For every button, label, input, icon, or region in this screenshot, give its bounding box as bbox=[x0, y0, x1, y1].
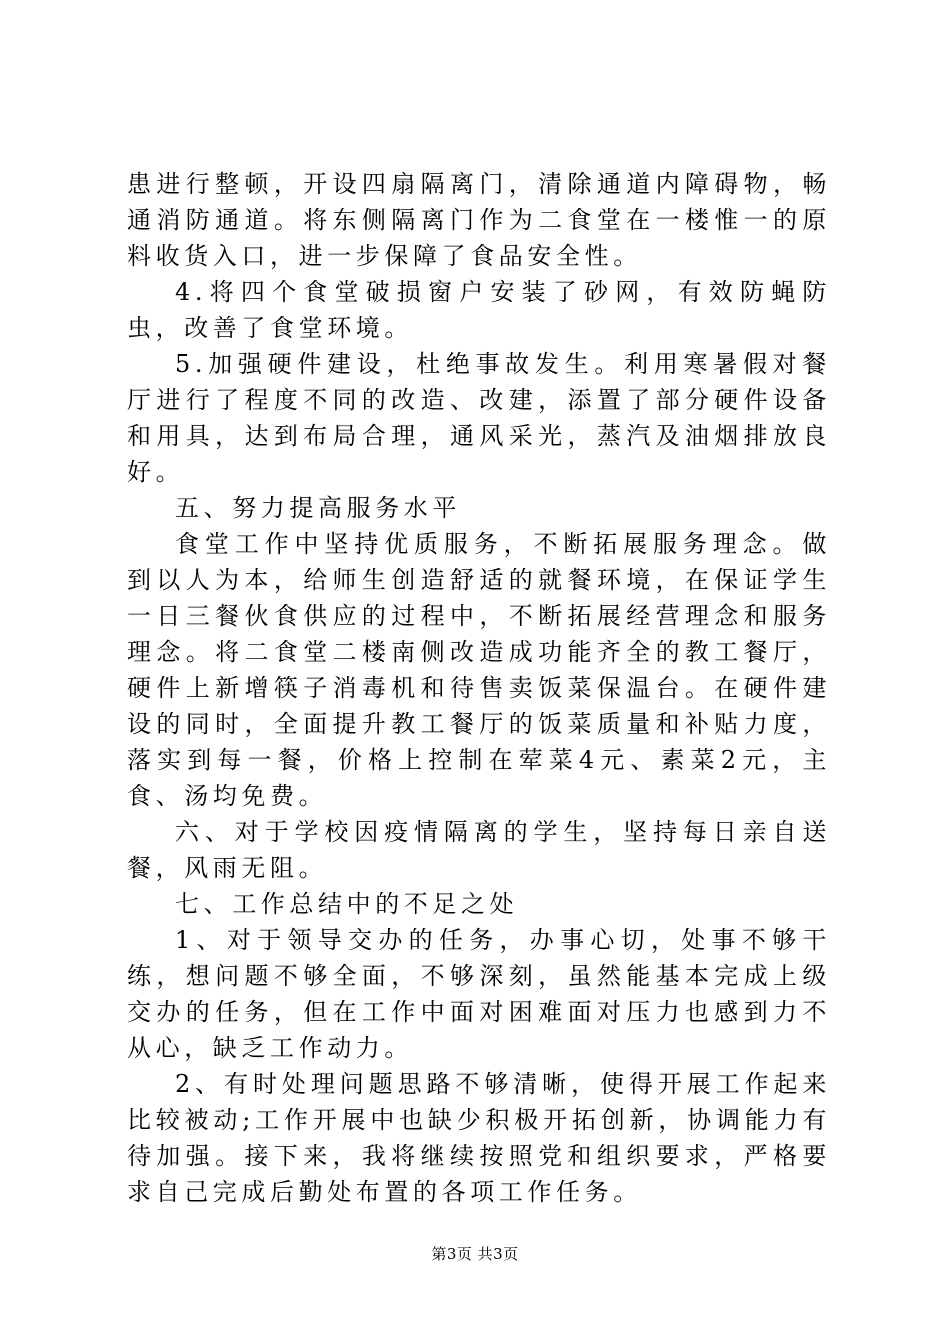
document-body bbox=[127, 166, 831, 1210]
paragraph-2: 4.将四个食堂破损窗户安装了砂网，有效防蝇防虫，改善了食堂环境。 bbox=[127, 278, 831, 342]
paragraph-3: 5.加强硬件建设，杜绝事故发生。利用寒暑假对餐厅进行了程度不同的改造、改建，添置了部分硬件设备和用具，达到布局合理，通风采光，蒸汽及油烟排放良好。 bbox=[127, 350, 831, 486]
section-heading-5: 五、努力提高服务水平 bbox=[175, 494, 461, 522]
page-number-footer: 第3页 共3页 bbox=[431, 1245, 519, 1263]
paragraph-9: 2、有时处理问题思路不够清晰，使得开展工作起来比较被动;工作开展中也缺少积极开拓创新，协调能力有待加强。接下来，我将继续按照党和组织要求，严格要求自己完成后勤处布置的各项工作任务。 bbox=[127, 1070, 831, 1206]
paragraph-1: 患进行整顿，开设四扇隔离门，清除通道内障碍物，畅通消防通道。将东侧隔离门作为二食堂在一楼惟一的原料收货入口，进一步保障了食品安全性。 bbox=[127, 170, 831, 270]
paragraph-8: 1、对于领导交办的任务，办事心切，处事不够干练，想问题不够全面，不够深刻，虽然能基本完成上级交办的任务，但在工作中面对困难面对压力也感到力不从心，缺乏工作动力。 bbox=[127, 926, 831, 1062]
section-heading-6: 六、对于学校因疫情隔离的学生，坚持每日亲自送餐，风雨无阻。 bbox=[127, 818, 831, 882]
section-heading-7: 七、工作总结中的不足之处 bbox=[175, 890, 519, 918]
paragraph-5: 食堂工作中坚持优质服务，不断拓展服务理念。做到以人为本，给师生创造舒适的就餐环境，在保证学生一日三餐伙食供应的过程中，不断拓展经营理念和服务理念。将二食堂二楼南侧改造成功能齐全的教工餐厅，硬件上新增筷子消毒机和待售卖饭菜保温台。在硬件建设的同时，全面提升教工餐厅的饭菜质量和补贴力度，落实到每一餐，价格上控制在荤菜4元、素菜2元，主食、汤均免费。 bbox=[127, 530, 831, 810]
